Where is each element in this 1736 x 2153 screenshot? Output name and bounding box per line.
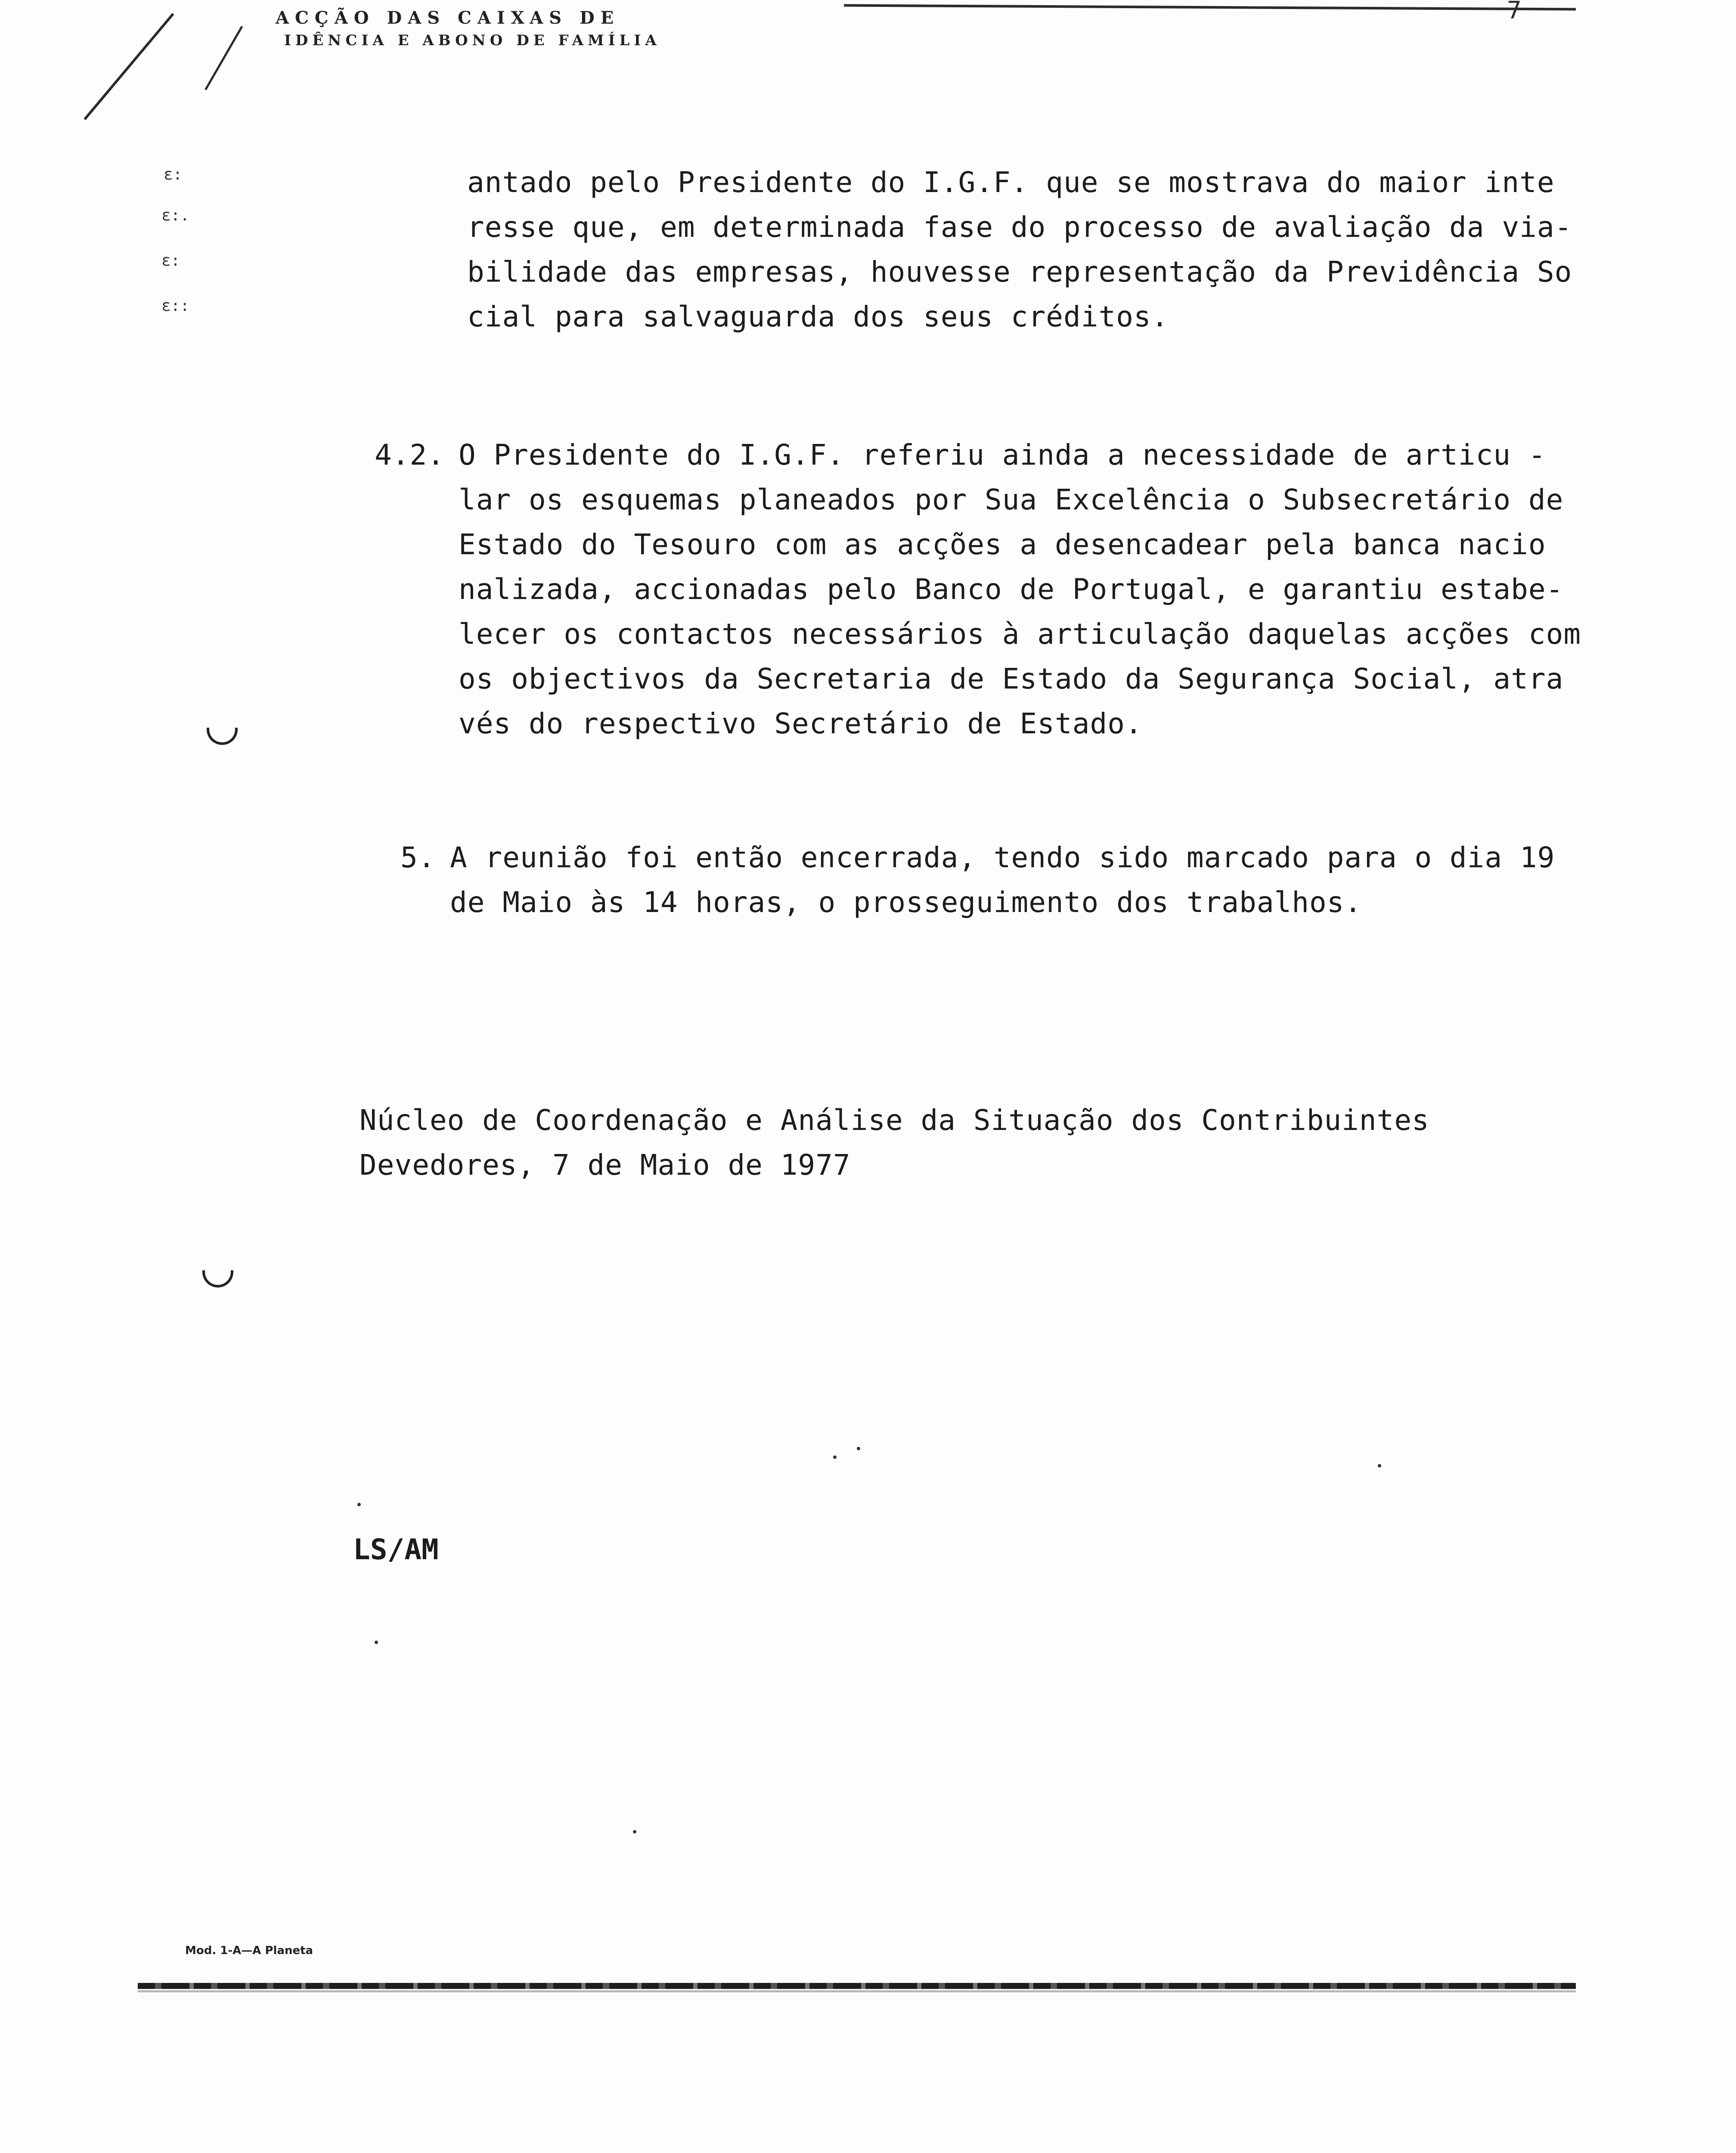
margin-pen-mark (207, 728, 238, 745)
scan-speck (375, 1641, 378, 1644)
author-initials: LS/AM (353, 1533, 439, 1566)
letterhead (276, 8, 661, 49)
paragraph-4-2-number: 4.2. (375, 438, 445, 472)
margin-mark-3: ε: (161, 252, 180, 270)
closing-signature-block: Núcleo de Coordenação e Análise da Situação dos Contribuintes Devedores, 7 de Maio de 1977 (360, 1104, 1429, 1182)
margin-pen-mark (202, 1270, 233, 1287)
scan-speck (1378, 1464, 1381, 1467)
paragraph-5-number: 5. (400, 841, 436, 874)
corner-pen-stroke-secondary (205, 26, 243, 90)
scan-speck (857, 1447, 860, 1450)
letterhead-line-1: ACÇÃO DAS CAIXAS DE (276, 8, 620, 28)
scan-speck (833, 1455, 837, 1459)
header-rule (844, 4, 1576, 11)
form-code: Mod. 1-A—A Planeta (185, 1944, 313, 1957)
scan-speck (633, 1830, 636, 1833)
paragraph-continuation: antado pelo Presidente do I.G.F. que se mostrava do maior inte resse que, em determinada fase do processo de avaliação da via- bilidade das empresas, houvesse representação da Previdência So cial para salvaguarda dos seus créditos. (467, 166, 1572, 333)
footer-rule (138, 1983, 1576, 1989)
letterhead-line-2: IDÊNCIA E ABONO DE FAMÍLIA (284, 32, 661, 49)
page-number: 7 (1507, 0, 1522, 25)
paragraph-4-2-text: O Presidente do I.G.F. referiu ainda a necessidade de articu - lar os esquemas planeados por Sua Excelência o Subsecretário de Estado do Tesouro com as acções a desencadear pela banca nacio nalizada, accionadas pelo Banco de Portugal, e garantiu estabe- lecer os contactos necessários à articulação daquelas acções com os objectivos da Secretaria de Estado da Segurança Social, atra vés do respectivo Secretário de Estado. (459, 438, 1581, 740)
paragraph-5-text: A reunião foi então encerrada, tendo sido marcado para o dia 19 de Maio às 14 horas, o prosseguimento dos trabalhos. (450, 841, 1555, 919)
margin-mark-4: ε:: (161, 297, 190, 315)
corner-pen-stroke (84, 13, 174, 120)
scan-speck (357, 1503, 361, 1506)
margin-mark-1: ε: (164, 166, 183, 183)
footer-rule-shadow (138, 1990, 1576, 1992)
margin-mark-2: ε:. (161, 207, 190, 224)
